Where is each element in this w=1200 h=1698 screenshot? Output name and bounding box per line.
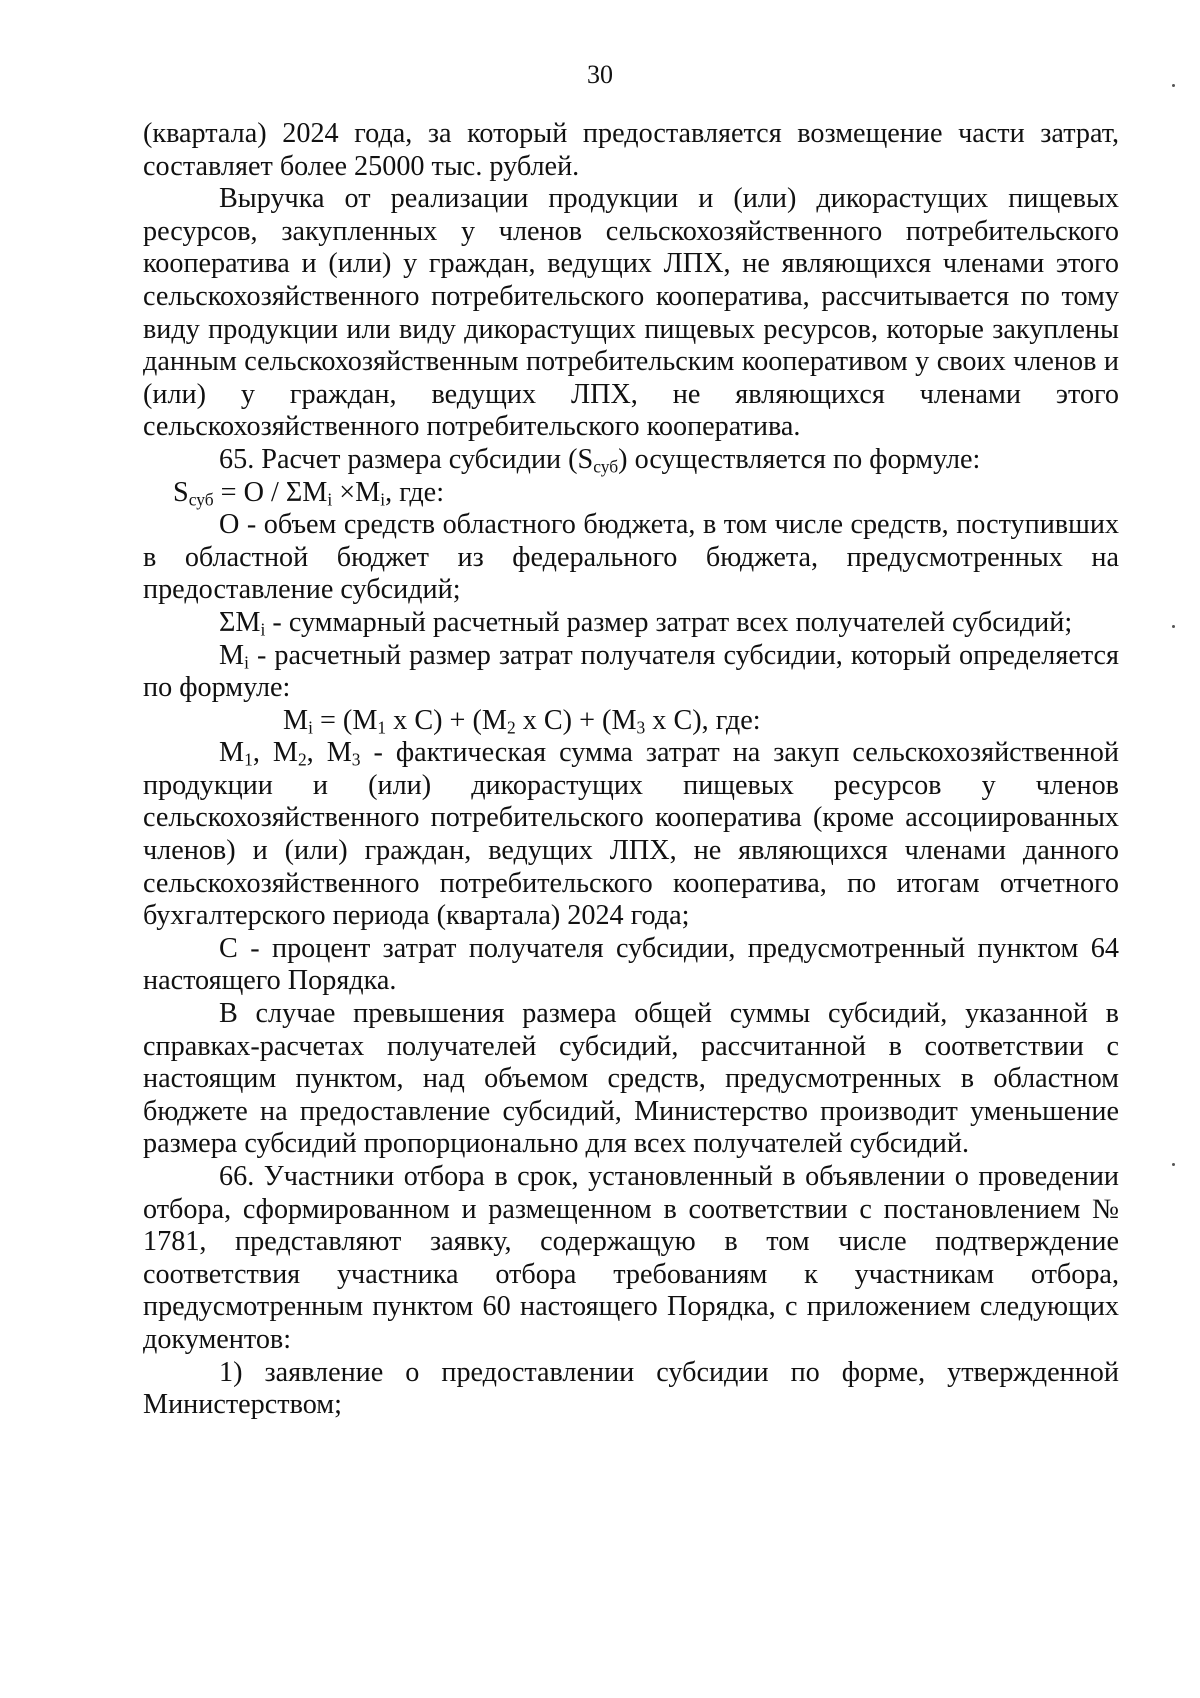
m123-sep1: , M xyxy=(252,737,298,769)
paragraph-revenue-calculation: Выручка от реализации продукции и (или) дикорастущих пищевых ресурсов, закупленных у членов сельскохозяйственного потребительского кооператива и (или) у граждан, ведущих ЛПХ, не являющихся членами этого сельскохозяйственного потребительского кооператива, рассчитывается по тому виду продукции или виду дикорастущих пищевых ресурсов, которые закуплены данным сельскохозяйственным потребительским кооперативом у своих членов и (или) у граждан, ведущих ЛПХ, не являющихся членами этого сельскохозяйственного потребительского кооператива. xyxy=(143,183,1119,443)
formula-s-subscript: суб xyxy=(188,488,214,509)
mi-symbol: M xyxy=(219,639,245,671)
formula-times-part: ×M xyxy=(332,476,381,508)
definition-o: О - объем средств областного бюджета, в том числе средств, поступивших в областной бюджет из федерального бюджета, предусмотренных на предоставление субсидий; xyxy=(143,509,1119,606)
sum-mi-subscript: i xyxy=(260,619,266,640)
m123-m: M xyxy=(219,737,245,769)
formula2-sub1: 1 xyxy=(377,717,387,738)
list-item-1: 1) заявление о предоставлении субсидии по форме, утвержденной Министерством; xyxy=(143,1356,1119,1421)
paragraph-65-intro xyxy=(143,444,1119,477)
sum-mi-symbol: ΣM xyxy=(219,606,261,638)
formula2-m-subscript: i xyxy=(308,717,313,738)
formula-where: , где: xyxy=(385,476,445,508)
m123-sub2: 2 xyxy=(297,749,307,770)
m123-sub3: 3 xyxy=(351,749,361,770)
scan-speck xyxy=(1172,1163,1175,1166)
paragraph-revenue-continuation: (квартала) 2024 года, за который предоставляется возмещение части затрат, составляет более 25000 тыс. рублей. xyxy=(143,118,1119,182)
p65-text-end: ) осуществляется по формуле: xyxy=(618,443,981,475)
p65-subscript: суб xyxy=(593,456,619,477)
m123-sub1: 1 xyxy=(244,749,253,770)
mi-text: - расчетный размер затрат получателя субсидии, который определяется по формуле: xyxy=(143,639,1119,704)
formula-s-symbol: S xyxy=(173,476,189,508)
formula-subsidy xyxy=(143,477,1119,510)
formula2-part4: x C), где: xyxy=(645,704,761,736)
scan-speck xyxy=(1172,84,1175,87)
formula-mi xyxy=(143,705,1119,738)
definition-m123 xyxy=(143,737,1119,933)
paragraph-excess: В случае превышения размера общей суммы субсидий, указанной в справках-расчетах получателей субсидий, рассчитанной в соответствии с настоящим пунктом, над объемом средств, предусмотренных в областном бюджете на предоставление субсидий, Министерство производит уменьшение размера субсидий пропорционально для всех получателей субсидий. xyxy=(143,998,1119,1160)
formula-mi-subscript: i xyxy=(380,488,386,509)
definition-mi xyxy=(143,640,1119,705)
formula2-part2: x C) + (M xyxy=(386,704,507,736)
sum-mi-text: - суммарный расчетный размер затрат всех получателей субсидий; xyxy=(265,606,1073,638)
formula2-part1: = (M xyxy=(312,704,378,736)
formula2-sub2: 2 xyxy=(506,717,516,738)
formula-division-part: = О / ΣM xyxy=(213,476,328,508)
mi-subscript: i xyxy=(244,651,249,672)
m123-sep2: , M xyxy=(306,737,352,769)
p65-text-start: 65. Расчет размера субсидии (S xyxy=(219,443,594,475)
scan-speck xyxy=(1172,625,1175,628)
formula2-m-symbol: M xyxy=(283,704,309,736)
definition-sum-mi xyxy=(143,607,1119,640)
page-number: 30 xyxy=(587,60,613,89)
m123-text: - фактическая сумма затрат на закуп сельскохозяйственной продукции и (или) дикорастущих пищевых ресурсов у членов сельскохозяйственного потребительского кооператива (кроме ассоциированных членов) и (или) граждан, ведущих ЛПХ, не являющихся членами данного сельскохозяйственного потребительского кооператива, по итогам отчетного бухгалтерского периода (квартала) 2024 года; xyxy=(143,737,1119,932)
formula2-sub3: 3 xyxy=(636,717,646,738)
document-body xyxy=(143,118,1119,1422)
paragraph-66: 66. Участники отбора в срок, установленный в объявлении о проведении отбора, сформированном и размещенном в соответствии с постановлением № 1781, представляют заявку, содержащую в том числе подтверждение соответствия участника отбора требованиям к участникам отбора, предусмотренным пунктом 60 настоящего Порядка, с приложением следующих документов: xyxy=(143,1161,1119,1355)
formula-sum-subscript: i xyxy=(327,488,333,509)
formula2-part3: x C) + (M xyxy=(515,704,637,736)
definition-c: С - процент затрат получателя субсидии, предусмотренный пунктом 64 настоящего Порядка. xyxy=(143,932,1119,997)
